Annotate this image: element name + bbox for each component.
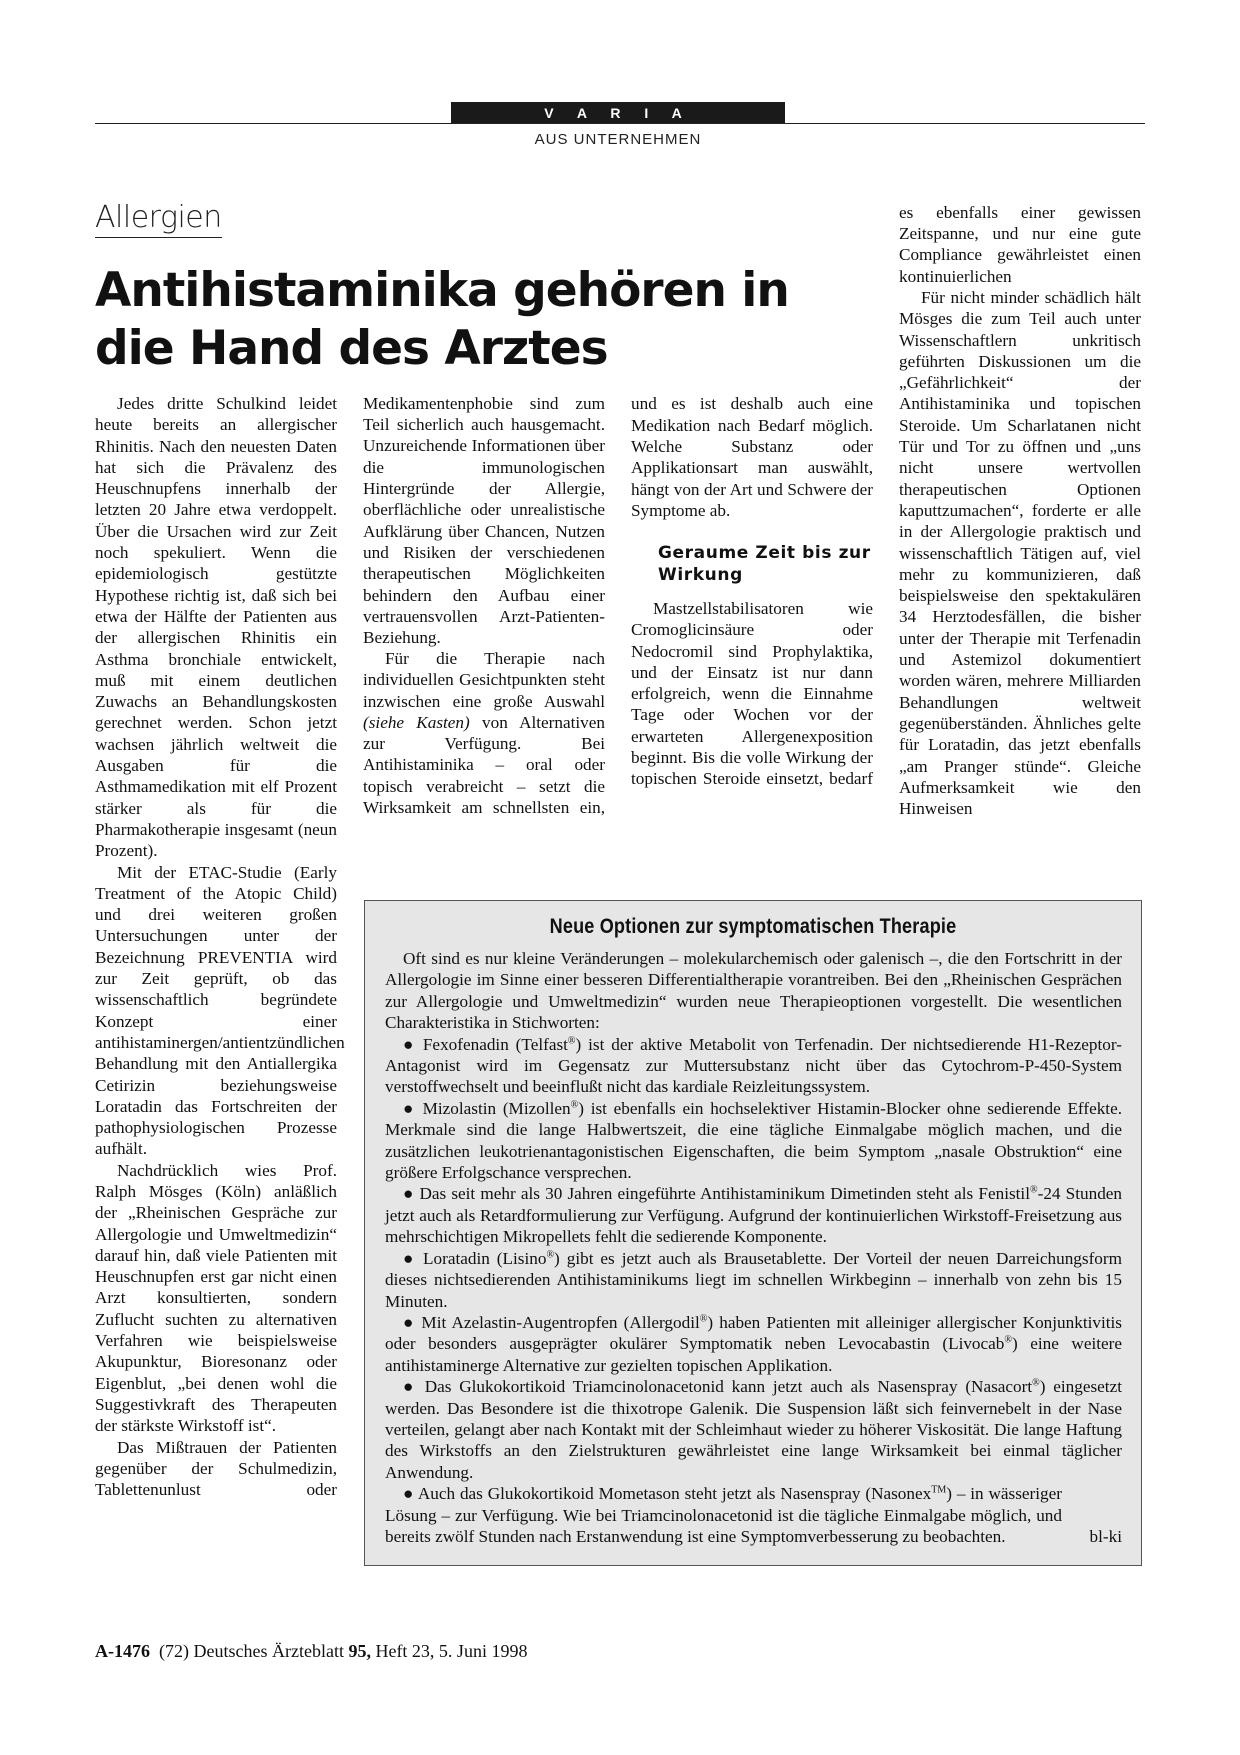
article-paragraph: Jedes dritte Schulkind leidet heute bereits an allergischer Rhinitis. Nach den neuesten Daten hat sich die Prävalenz des Heuschnupfens innerhalb der letzten 20 Jahre etwa verdoppelt. Über die Ursachen wird zur Zeit noch spekuliert. Wenn die epidemiologisch gestützte Hypothese richtig ist, daß sich bei etwa der Hälfte der Patienten aus der allergischen Rhinitis ein Asthma bronchiale entwickelt, muß mit einem deutlichen Zuwachs an Behandlungskosten gerechnet werden. Schon jetzt wachsen jährlich weltweit die Ausgaben für die Asthmamedikation mit elf Prozent stärker als für die Pharmakotherapie insgesamt (neun Prozent).: [95, 394, 337, 861]
article-paragraph: Für die Therapie nach individuellen Gesichtpunkten steht inzwischen eine große Auswahl (siehe Kasten) von Alternativen zur Verfügung. Bei Antihistaminika – oral oder topisch verabreicht – setzt die Wirksamkeit am schnellsten ein,: [363, 649, 605, 818]
article-paragraph: Für nicht minder schädlich hält Mösges die zum Teil auch unter Wissenschaftlern unkritisch geführten Diskussionen um die „Gefährlichkeit“ der Antihistaminika und topischen Steroide. Um Scharlatanen nicht Tür und Tor zu öffnen und „uns nicht unsere wertvollen therapeutischen Optionen kaputtzumachen“, forderte er alle in der Allergologie praktisch und wissenschaftlich Tätigen auf, viel mehr zu kommunizieren, daß beispielsweise den spektakulären 34 Herztodesfällen, die bisher unter der Therapie mit Terfenadin und Astemizol dokumentiert worden wären, mehrere Milliarden Behandlungen weltweit gegenüberständen. Ähnliches gelte für Loratadin, das jetzt ebenfalls „am Pranger stünde“. Gleiche Aufmerksamkeit wie den Hinweisen: [899, 288, 1141, 819]
info-box-body: [385, 948, 1122, 1547]
page-code: A-1476: [95, 1641, 150, 1661]
article-subhead: Geraume Zeit bis zur Wirkung: [658, 543, 871, 585]
info-box: [364, 900, 1142, 1566]
article-paragraph: Mit der ETAC-Studie (Early Treatment of the Atopic Child) und drei weiteren großen Untersuchungen unter der Bezeichnung PREVENTIA wird zur Zeit geprüft, ob das wissenschaftlich begründete Konzept einer antihistaminergen/antientzündlichen Behandlung mit den Antiallergika Cetirizin beziehungsweise Loratadin das Fortschreiten der pathophysiologischen Prozesse aufhält.: [95, 862, 345, 1159]
bullet-icon: ●: [403, 1034, 416, 1054]
info-box-item: ● Auch das Glukokortikoid Mometason steht jetzt als Nasenspray (Nasonex™) – in wässeriger Lösung – zur Verfügung. Wie bei Triamcinolonacetonid ist die tägliche Einmalgabe möglich, und bereits zwölf Stunden nach Erstanwendung ist eine Symptomverbesserung zu beobachten.: [385, 1484, 1062, 1546]
article-paragraph-continued: Medikamentenphobie sind zum Teil sicherlich auch hausgemacht. Unzureichende Informationen über die immunologischen Hintergründe der Allergie, oberflächliche oder unrealistische Aufklärung über Chancen, Nutzen und Risiken der verschiedenen therapeutischen Möglichkeiten behindern den Aufbau einer vertrauensvollen Arzt-Patienten-Beziehung.: [363, 393, 605, 648]
bullet-icon: ●: [403, 1098, 416, 1118]
info-box-item: ● Das seit mehr als 30 Jahren eingeführte Antihistaminikum Dimetinden steht als Fenistil®-24 Stunden jetzt auch als Retardformulierung zur Verfügung. Aufgrund der kontinuierlichen Wirkstoff-Freisetzung aus mehrschichtigen Mikropellets fehlt die sedierende Komponente.: [385, 1184, 1123, 1247]
article-paragraph: Mastzellstabilisatoren wie Cromoglicinsäure oder Nedocromil sind Prophylaktika, und der Einsatz ist nur dann erfolgreich, wenn die Einnahme Tage oder Wochen vor der erwarteten Allergenexposition beginnt. Bis die volle Wirkung der topischen Steroide einsetzt, bedarf: [631, 599, 873, 789]
info-box-title: Neue Optionen zur symptomatischen Therapie: [549, 915, 957, 938]
journal-name: Deutsches Ärzteblatt: [193, 1641, 344, 1661]
page-number: (72): [159, 1641, 189, 1661]
article-kicker: Allergien: [95, 200, 222, 238]
header-rule: [95, 123, 1145, 124]
article-column-3: [631, 393, 873, 790]
article-paragraph-continued: und es ist deshalb auch eine Medikation nach Bedarf möglich. Welche Substanz oder Applikationsart man auswählt, hängt von der Art und Schwere der Symptome ab.: [631, 394, 873, 520]
info-box-item: ● Das Glukokortikoid Triamcinolonacetonid kann jetzt auch als Nasenspray (Nasacort®) eingesetzt werden. Das Besondere ist die thixotrope Galenik. Die Suspension läßt sich feinvernebelt in der Nase verteilen, gelangt aber nach Kontakt mit der Schleimhaut wieder zu höherer Viskosität. Die lange Haftung des Wirkstoffs an den Zielstrukturen gewährleistet eine lange Wirksamkeit bei einmal täglicher Anwendung.: [385, 1377, 1122, 1482]
article-paragraph-continued: es ebenfalls einer gewissen Zeitspanne, und nur eine gute Compliance gewährleistet einen kontinuierlichen: [899, 202, 1141, 286]
info-box-item: ● Mit Azelastin-Augentropfen (Allergodil®) haben Patienten mit alleiniger allergischer Konjunktivitis oder besonders ausgeprägter okulärer Symptomatik neben Levocabastin (Livocab®) eine weitere antihistaminerge Alternative zur gezielten topischen Applikation.: [385, 1312, 1122, 1375]
info-box-item: ● Mizolastin (Mizollen®) ist ebenfalls ein hochselektiver Histamin-Blocker ohne sedierende Effekte. Merkmale sind die lange Halbwertszeit, die eine tägliche Einmalgabe möglich machen, und die zusätzlichen leukotrienantagonistischen Eigenschaften, die beim Symptom „nasale Obstruktion“ eine größere Erfolgschance versprechen.: [385, 1098, 1122, 1183]
bullet-icon: ●: [403, 1484, 414, 1504]
box-reference: (siehe Kasten): [363, 712, 470, 732]
info-box-item: ● Loratadin (Lisino®) gibt es jetzt auch als Brausetablette. Der Vorteil der neuen Darreichungsform dieses nichtsedierenden Antihistaminikums liegt im schnellen Wirkbeginn – innerhalb von zehn bis 15 Minuten.: [385, 1248, 1122, 1311]
info-box-intro: Oft sind es nur kleine Veränderungen – molekularchemisch oder galenisch –, die den Fortschritt in der Allergologie im Sinne einer besseren Differentialtherapie vorantreiben. Bei den „Rheinischen Gesprächen zur Allergologie und Umweltmedizin“ wurden neue Therapieoptionen vorgestellt. Die wesentlichen Charakteristika in Stichworten:: [385, 949, 1122, 1033]
journal-issue: Heft 23, 5. Juni 1998: [375, 1641, 528, 1661]
article-paragraph-start: Das Mißtrauen der Patienten gegenüber der Schulmedizin, Tablettenunlust oder: [95, 1437, 337, 1500]
bullet-icon: ●: [403, 1312, 416, 1332]
article-column-2: [363, 393, 605, 818]
article-column-1: [95, 393, 345, 1501]
article-column-4: [899, 202, 1141, 884]
bullet-icon: ●: [403, 1248, 417, 1268]
author-signature: bl-ki: [1089, 1526, 1122, 1546]
section-label: V A R I A: [451, 102, 785, 124]
article-paragraph: Nachdrücklich wies Prof. Ralph Mösges (Köln) anläßlich der „Rheinischen Gespräche zur Allergologie und Umweltmedizin“ darauf hin, daß viele Patienten mit Heuschnupfen erst gar nicht einen Arzt konsultierten, sondern Zuflucht suchten zu alternativen Verfahren wie beispielsweise Akupunktur, Bioresonanz oder Eigenblut, „bei denen wohl die Suggestivkraft des Therapeuten der stärkste Wirkstoff ist“.: [95, 1160, 337, 1436]
subsection-label: AUS UNTERNEHMEN: [534, 131, 702, 148]
info-box-item: ● Fexofenadin (Telfast®) ist der aktive Metabolit von Terfenadin. Der nichtsedierende H1-Rezeptor-Antagonist wird im Gegensatz zur Muttersubstanz nicht über das Cytochrom-P-450-System verstoffwechselt und beeinflußt nicht das kardiale Reizleitungssystem.: [385, 1034, 1122, 1097]
bullet-icon: ●: [403, 1377, 417, 1397]
bullet-icon: ●: [403, 1184, 415, 1204]
journal-volume: 95,: [348, 1641, 371, 1661]
article-headline: Antihistaminika gehören in die Hand des Arztes: [95, 263, 789, 376]
page-footer: [95, 1641, 527, 1662]
